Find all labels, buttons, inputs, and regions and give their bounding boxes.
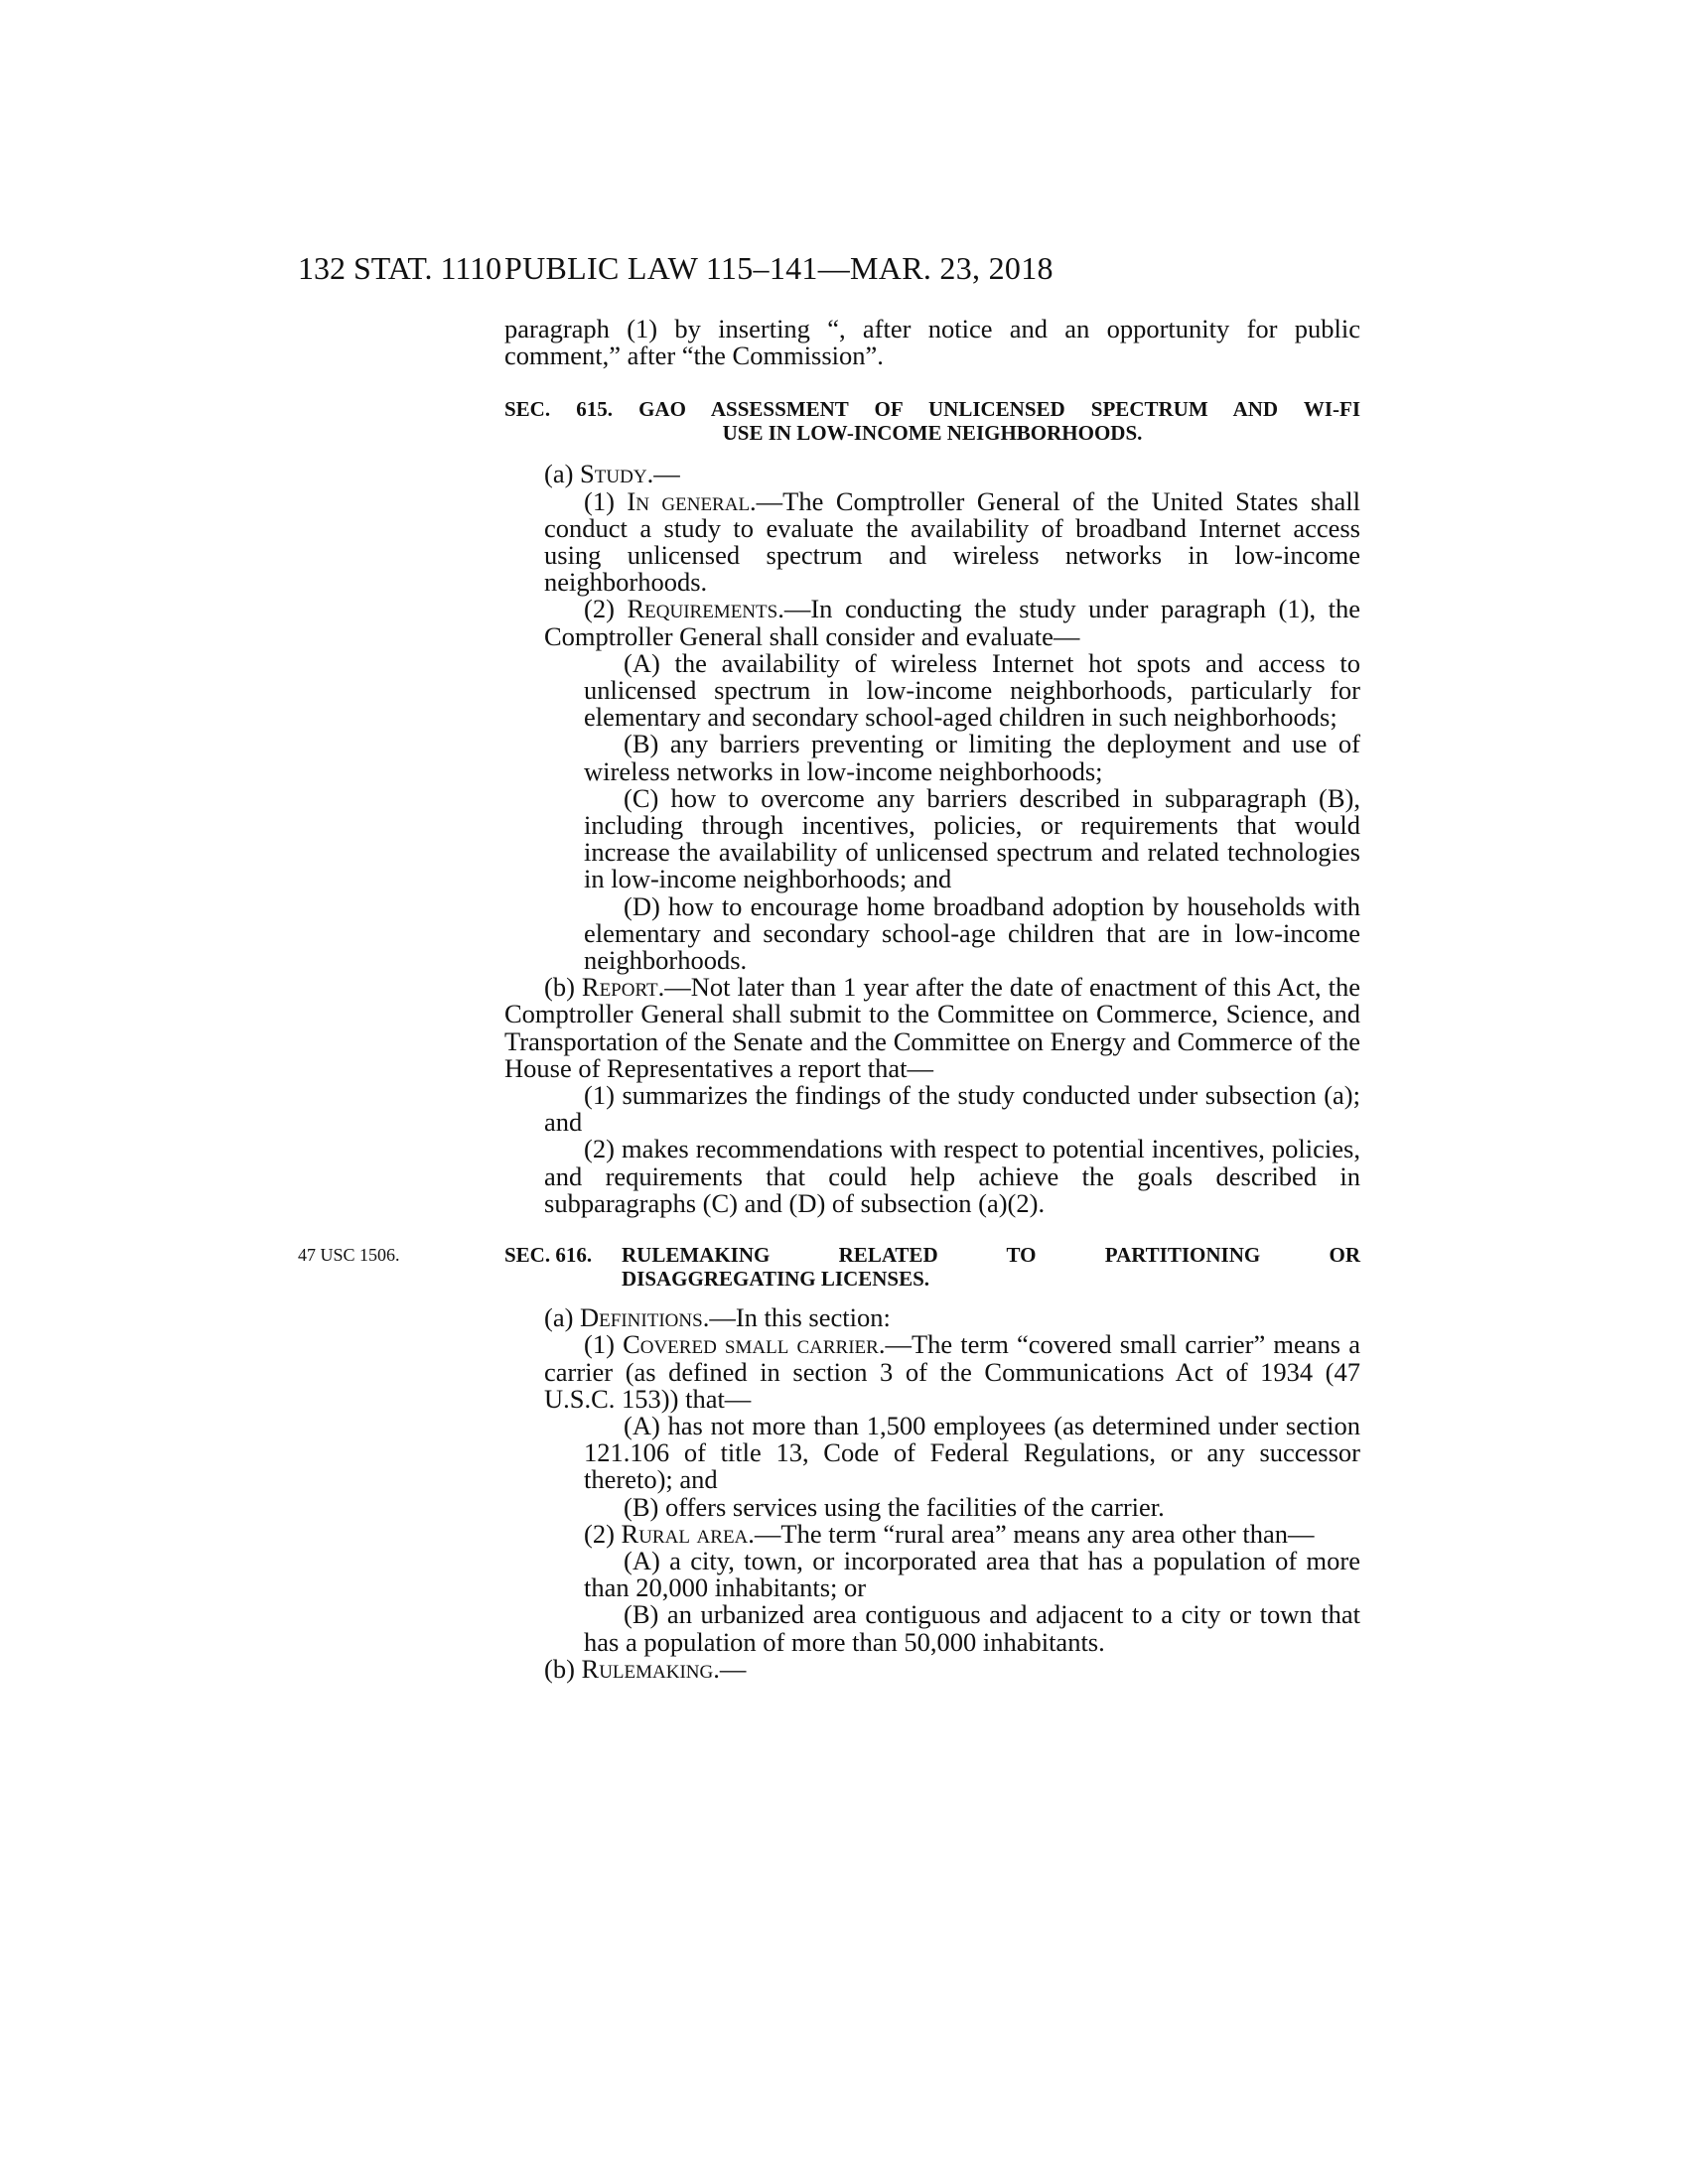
subparagraph-a2B: (B) any barriers preventing or limiting the deployment and use of wireless networks in low-income neighborhoods; [584,729,1360,786]
section-616-label: SEC. 616. [504,1243,593,1268]
subsection-b-report: (b) Report.—Not later than 1 year after the date of enactment of this Act, the Comptroller General shall submit to the Committee on Commerce, Science, and Transportation of the Senate and the Committee on Energy and Commerce of the House of Representatives a report that— [504,972,1360,1083]
section-616-heading-line2: DISAGGREGATING LICENSES. [622,1267,930,1292]
section-616-heading-line1: RULEMAKING RELATED TO PARTITIONING OR [622,1243,1360,1268]
paragraph-d2-rural-area: (2) Rural area.—The term “rural area” means any area other than— [584,1518,1315,1549]
paragraph-b2: (2) makes recommendations with respect to potential incentives, policies, and requirements that could help achieve the goals described in subparagraphs (C) and (D) of subsection (a)(2). [544,1134,1360,1218]
stat-page-number: 132 STAT. 1110 [298,250,502,286]
section-615-heading-line2: USE IN LOW-INCOME NEIGHBORHOODS. [722,421,1143,446]
section-615-heading-line1: SEC. 615. GAO ASSESSMENT OF UNLICENSED SPECTRUM AND WI-FI [504,397,1360,422]
section-616-heading [298,1243,1360,1292]
subparagraph-a2C: (C) how to overcome any barriers described in subparagraph (B), including through incentives, policies, or requirements that would increase the availability of unlicensed spectrum and related technologies in low-income neighborhoods; and [584,782,1360,894]
subparagraph-d1A: (A) has not more than 1,500 employees (as determined under section 121.106 of title 13, Code of Federal Regulations, or any successor thereto); and [584,1410,1360,1495]
page-header [298,248,1360,288]
document-body [298,314,1361,1684]
subparagraph-a2D: (D) how to encourage home broadband adoption by households with elementary and secondary school-age children that are in low-income neighborhoods. [584,890,1360,976]
subparagraph-d2B: (B) an urbanized area contiguous and adjacent to a city or town that has a population of more than 50,000 inhabitants. [584,1599,1360,1657]
paragraph-intro: paragraph (1) by inserting “, after notice and an opportunity for public comment,” after “the Commission”. [504,314,1360,371]
margin-note-usc: 47 USC 1506. [298,1245,400,1266]
subsection-a-definitions: (a) Definitions.—In this section: [544,1302,891,1333]
subparagraph-a2A: (A) the availability of wireless Internet hot spots and access to unlicensed spectrum in low-income neighborhoods, particularly for elementary and secondary school-aged children in such neighborhoods; [584,647,1360,733]
section-615-heading [504,397,1360,445]
subparagraph-d1B: (B) offers services using the facilities of the carrier. [624,1491,1165,1522]
paragraph-b1: (1) summarizes the findings of the study conducted under subsection (a); and [544,1080,1360,1138]
paragraph-d1-covered-small-carrier: (1) Covered small carrier.—The term “covered small carrier” means a carrier (as defined in section 3 of the Communications Act of 1934 (47 U.S.C. 153)) that— [544,1329,1360,1414]
subsection-b-rulemaking: (b) Rulemaking.— [544,1653,747,1684]
paragraph-a2-requirements: (2) Requirements.—In conducting the study under paragraph (1), the Comptroller General shall consider and evaluate— [544,594,1361,651]
subparagraph-d2A: (A) a city, town, or incorporated area that has a population of more than 20,000 inhabitants; or [584,1545,1360,1603]
paragraph-a1-in-general: (1) In general.—The Comptroller General of the United States shall conduct a study to evaluate the availability of broadband Internet access using unlicensed spectrum and wireless networks in low-income neighborhoods. [544,485,1360,598]
subsection-a-study: (a) Study.— [544,459,680,489]
law-title: PUBLIC LAW 115–141—MAR. 23, 2018 [504,250,1054,286]
